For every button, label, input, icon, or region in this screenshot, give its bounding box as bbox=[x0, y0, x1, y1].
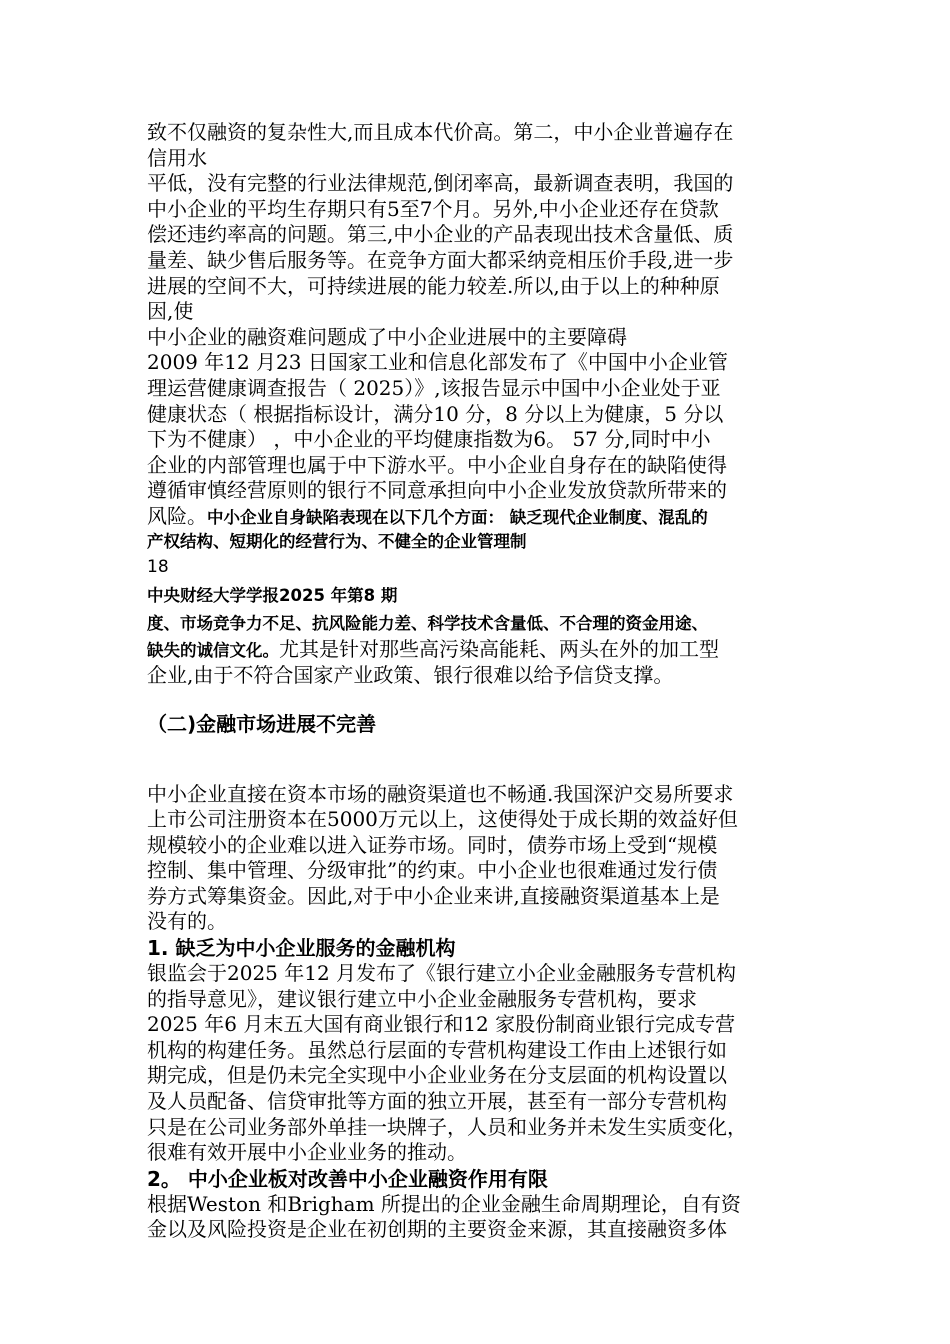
text-line: 中小企业的平均生存期只有5至7个月。另外,中小企业还存在贷款 bbox=[147, 196, 719, 221]
text-line: 因,使 bbox=[147, 299, 194, 324]
text-line: 很难有效开展中小企业业务的推动。 bbox=[147, 1140, 467, 1165]
text-line: 根据Weston 和Brigham 所提出的企业金融生命周期理论，自有资 bbox=[147, 1191, 741, 1216]
text-line: 进展的空间不大，可持续进展的能力较差.所以,由于以上的种种原 bbox=[147, 273, 720, 298]
normal-continuation-2: 尤其是针对那些高污染高能耗、两头在外的加工型 bbox=[279, 636, 719, 661]
subheading-2: 2。 中小企业板对改善中小企业融资作用有限 bbox=[147, 1166, 548, 1191]
text-line: 中小企业的融资难问题成了中小企业进展中的主要障碍 bbox=[147, 324, 627, 349]
paragraph-block-3 bbox=[147, 961, 812, 1166]
text-line: 致不仅融资的复杂性大,而且成本代价高。第二，中小企业普遍存在 bbox=[147, 120, 734, 144]
text-line: 量差、缺少售后服务等。在竞争方面大都采纳竞相压价手段,进一步 bbox=[147, 247, 734, 272]
text-line: 理运营健康调查报告（ 2025）》,该报告显示中国中小企业处于亚 bbox=[147, 375, 721, 400]
journal-name: 中央财经大学学报2025 年第8 期 bbox=[147, 585, 398, 605]
text-line: 没有的。 bbox=[147, 909, 227, 934]
page-number: 18 bbox=[147, 556, 169, 577]
text-line: 下为不健康） ，中小企业的平均健康指数为6。 57 分,同时中小 bbox=[147, 427, 711, 452]
text-line: 偿还违约率高的问题。第三,中小企业的产品表现出技术含量低、质 bbox=[147, 222, 734, 247]
paragraph-block-1 bbox=[147, 120, 812, 504]
bold-continuation-2: 缺失的诚信文化。 bbox=[147, 640, 279, 660]
text-line: 健康状态（ 根据指标设计，满分10 分，8 分以上为健康，5 分以 bbox=[147, 401, 724, 426]
text-line: 2009 年12 月23 日国家工业和信息化部发布了《中国中小企业管 bbox=[147, 350, 728, 375]
bold-continuation-1: 度、市场竞争力不足、抗风险能力差、科学技术含量低、不合理的资金用途、 bbox=[147, 613, 708, 633]
text-line: 的指导意见》，建议银行建立中小企业金融服务专营机构，要求 bbox=[147, 986, 697, 1011]
continuation-line-2 bbox=[147, 637, 812, 663]
text-line: 期完成，但是仍未完全实现中小企业业务在分支层面的机构设置以 bbox=[147, 1063, 727, 1088]
risk-bold-text: 中小企业自身缺陷表现在以下几个方面： 缺乏现代企业制度、混乱的 bbox=[207, 507, 708, 527]
paragraph-block-4 bbox=[147, 1192, 812, 1243]
text-line: 企业的内部管理也属于中下游水平。中小企业自身存在的缺陷使得 bbox=[147, 452, 727, 477]
text-line: 机构的构建任务。虽然总行层面的专营机构建设工作由上述银行如 bbox=[147, 1037, 727, 1062]
document-page bbox=[147, 120, 812, 1243]
risk-line bbox=[147, 504, 812, 530]
text-line: 中小企业直接在资本市场的融资渠道也不畅通.我国深沪交易所要求 bbox=[147, 781, 734, 806]
text-line: 券方式筹集资金。因此,对于中小企业来讲,直接融资渠道基本上是 bbox=[147, 883, 720, 908]
text-line: 金以及风险投资是企业在初创期的主要资金来源，其直接融资多体 bbox=[147, 1217, 727, 1242]
subheading-1: 1. 缺乏为中小企业服务的金融机构 bbox=[147, 936, 456, 961]
text-line: 平低，没有完整的行业法律规范,倒闭率高，最新调查表明，我国的 bbox=[147, 171, 734, 196]
text-line: 上市公司注册资本在5000万元以上，这使得处于成长期的效益好但 bbox=[147, 807, 738, 832]
continuation-line-3: 企业,由于不符合国家产业政策、银行很难以给予信贷支撑。 bbox=[147, 662, 674, 687]
text-line: 及人员配备、信贷审批等方面的独立开展，甚至有一部分专营机构 bbox=[147, 1089, 727, 1114]
text-line: 2025 年6 月末五大国有商业银行和12 家股份制商业银行完成专营 bbox=[147, 1012, 736, 1037]
text-line: 遵循审慎经营原则的银行不同意承担向中小企业发放贷款所带来的 bbox=[147, 478, 727, 503]
bold-line-2: 产权结构、短期化的经营行为、不健全的企业管理制 bbox=[147, 531, 527, 551]
text-line: 规模较小的企业难以进入证券市场。同时，债券市场上受到“规模 bbox=[147, 832, 718, 857]
text-line: 控制、集中管理、分级审批”的约束。中小企业也很难通过发行债 bbox=[147, 858, 718, 883]
text-line: 只是在公司业务部外单挂一块牌子，人员和业务并未发生实质变化， bbox=[147, 1114, 747, 1139]
text-line: 信用水 bbox=[147, 145, 207, 170]
paragraph-block-2 bbox=[147, 782, 812, 936]
text-line: 银监会于2025 年12 月发布了《银行建立小企业金融服务专营机构 bbox=[147, 961, 737, 986]
section-heading-2: （二)金融市场进展不完善 bbox=[147, 711, 377, 736]
risk-prefix: 风险。 bbox=[147, 503, 207, 528]
